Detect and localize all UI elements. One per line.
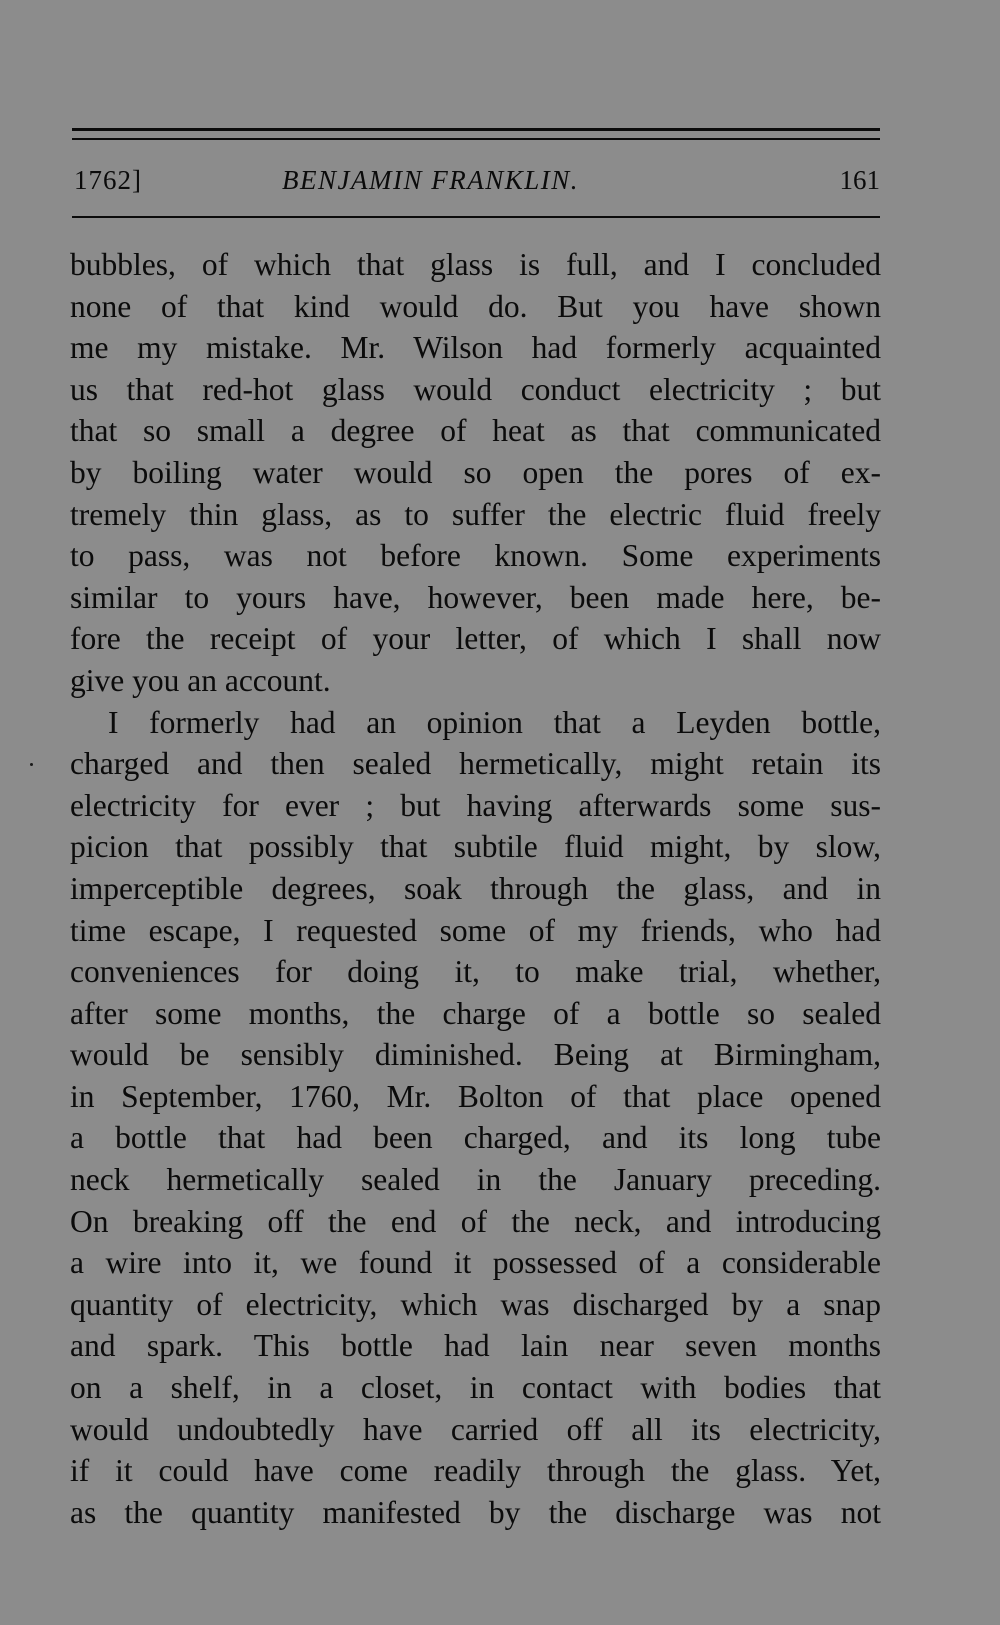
text-line: a wire into it, we found it possessed of a considerable (70, 1245, 881, 1281)
text-line: in September, 1760, Mr. Bolton of that place opened (70, 1078, 881, 1114)
text-line: charged and then sealed hermetically, might retain its (70, 746, 881, 782)
text-line: none of that kind would do. But you have shown (70, 288, 881, 324)
running-head (72, 163, 880, 197)
running-head-title: BENJAMIN FRANKLIN. (282, 165, 579, 195)
text-line: to pass, was not before known. Some experiments (70, 538, 881, 574)
header-rule-top (72, 128, 880, 131)
paragraph-start-line: I formerly had an opinion that a Leyden bottle, (108, 704, 881, 740)
text-line: electricity for ever ; but having afterwards some sus- (70, 787, 881, 823)
text-line: after some months, the charge of a bottle so sealed (70, 995, 881, 1031)
text-line: would undoubtedly have carried off all its electricity, (70, 1411, 881, 1447)
text-line: On breaking off the end of the neck, and introducing (70, 1203, 881, 1239)
text-line: that so small a degree of heat as that communicated (70, 413, 881, 449)
text-line: by boiling water would so open the pores of ex- (70, 454, 881, 490)
text-line: tremely thin glass, as to suffer the electric fluid freely (70, 496, 881, 532)
text-line: me my mistake. Mr. Wilson had formerly acquainted (70, 330, 881, 366)
text-line: picion that possibly that subtile fluid might, by slow, (70, 829, 881, 865)
text-line: quantity of electricity, which was discharged by a snap (70, 1286, 881, 1322)
text-line: conveniences for doing it, to make trial, whether, (70, 954, 881, 990)
text-line: bubbles, of which that glass is full, and I concluded (70, 247, 881, 282)
header-rule-second (72, 138, 880, 140)
text-line: would be sensibly diminished. Being at Birmingham, (70, 1037, 881, 1073)
text-line: if it could have come readily through the glass. Yet, (70, 1453, 881, 1489)
text-line: imperceptible degrees, soak through the glass, and in (70, 870, 881, 906)
text-line: us that red-hot glass would conduct electricity ; but (70, 371, 881, 407)
text-line: and spark. This bottle had lain near seven months (70, 1328, 881, 1364)
text-line: similar to yours have, however, been made here, be- (70, 579, 881, 615)
text-line: fore the receipt of your letter, of which I shall now (70, 621, 881, 657)
text-line: on a shelf, in a closet, in contact with bodies that (70, 1370, 881, 1406)
body-text (70, 244, 881, 1533)
text-line: neck hermetically sealed in the January preceding. (70, 1162, 881, 1198)
margin-speck (30, 763, 33, 766)
text-line: a bottle that had been charged, and its long tube (70, 1120, 881, 1156)
header-rule-bottom (72, 216, 880, 218)
paragraph-end-line: give you an account. (70, 662, 331, 698)
page-number: 161 (839, 165, 880, 195)
text-line: as the quantity manifested by the discharge was not (70, 1494, 881, 1530)
running-head-year: 1762] (74, 165, 142, 195)
text-line: time escape, I requested some of my friends, who had (70, 912, 881, 948)
